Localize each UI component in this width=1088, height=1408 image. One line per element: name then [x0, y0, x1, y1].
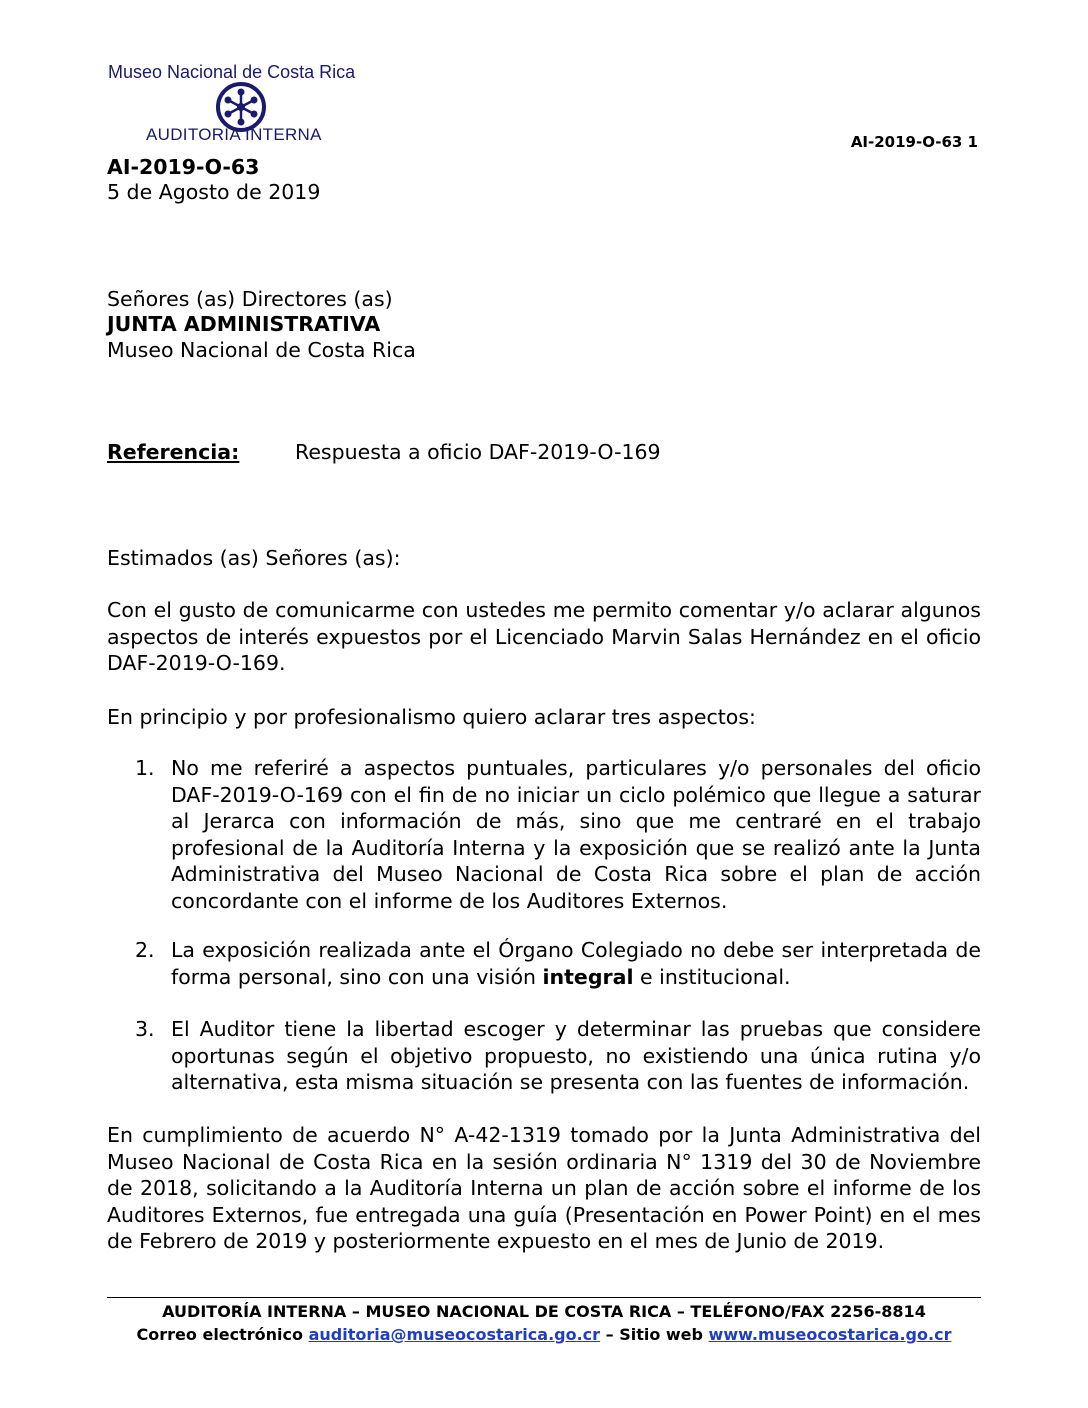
list-item — [135, 937, 981, 990]
email-link[interactable]: auditoria@museocostarica.go.cr — [308, 1325, 601, 1344]
addressee-body: JUNTA ADMINISTRATIVA — [107, 312, 381, 336]
list-item-text-part: La exposición realizada ante el Órgano Colegiado no debe ser interpretada de forma personal, sino con una visión — [171, 938, 981, 989]
list-item — [135, 755, 981, 914]
logo-department-name: AUDITORIA INTERNA — [146, 125, 322, 144]
reference-value: Respuesta a oficio DAF-2019-O-169 — [295, 440, 661, 464]
emphasis-text: integral — [542, 964, 634, 989]
addressee-institution: Museo Nacional de Costa Rica — [107, 338, 416, 362]
list-item-text: El Auditor tiene la libertad escoger y determinar las pruebas que considere oportunas según el objetivo propuesto, no existiendo una única rutina y/o alternativa, esta misma situación se presenta con las fuentes de información. — [171, 1017, 981, 1094]
list-item — [135, 1016, 981, 1096]
document-code: AI-2019-O-63 — [107, 155, 260, 179]
footer-contact: AUDITORÍA INTERNA – MUSEO NACIONAL DE COSTA RICA – TELÉFONO/FAX 2256-8814 — [162, 1302, 926, 1321]
list-item-number: 2. — [135, 938, 155, 962]
list-item-text: No me referiré a aspectos puntuales, particulares y/o personales del oficio DAF-2019-O-169 con el fin de no iniciar un ciclo polémico que llegue a saturar al Jerarca con información de más, sino que me centraré en el trabajo profesional de la Auditoría Interna y la exposición que se realizó ante la Junta Administrativa del Museo Nacional de Costa Rica sobre el plan de acción concordante con el informe de los Auditores Externos. — [171, 756, 981, 913]
salutation: Estimados (as) Señores (as): — [107, 546, 401, 570]
list-item-text — [171, 937, 981, 990]
email-label: Correo electrónico — [136, 1325, 309, 1344]
paragraph-aspects: En principio y por profesionalismo quiero aclarar tres aspectos: — [107, 705, 756, 729]
list-item-text-part: e institucional. — [633, 964, 791, 989]
website-link[interactable]: www.museocostarica.go.cr — [708, 1325, 952, 1344]
paragraph-intro: Con el gusto de comunicarme con ustedes me permito comentar y/o aclarar algunos aspectos de interés expuestos por el Licenciado Marvin Salas Hernández en el oficio DAF-2019-O-169. — [107, 598, 981, 675]
footer-links — [0, 1325, 1088, 1344]
document-date: 5 de Agosto de 2019 — [107, 180, 321, 204]
paragraph-agreement: En cumplimiento de acuerdo N° A-42-1319 tomado por la Junta Administrativa del Museo Nacional de Costa Rica en la sesión ordinaria N° 1319 del 30 de Noviembre de 2018, solicitando a la Auditoría Interna un plan de acción sobre el informe de los Auditores Externos, fue entregada una guía (Presentación en Power Point) en el mes de Febrero de 2019 y posteriormente expuesto en el mes de Junio de 2019. — [107, 1123, 981, 1253]
reference-label: Referencia: — [107, 440, 240, 464]
list-item-number: 1. — [135, 756, 155, 780]
addressee-title: Señores (as) Directores (as) — [107, 287, 393, 311]
website-label: – Sitio web — [600, 1325, 709, 1344]
footer-divider — [107, 1297, 981, 1298]
list-item-number: 3. — [135, 1017, 155, 1041]
logo-institution-name: Museo Nacional de Costa Rica — [108, 62, 356, 82]
page-reference: AI-2019-O-63 1 — [850, 133, 978, 151]
